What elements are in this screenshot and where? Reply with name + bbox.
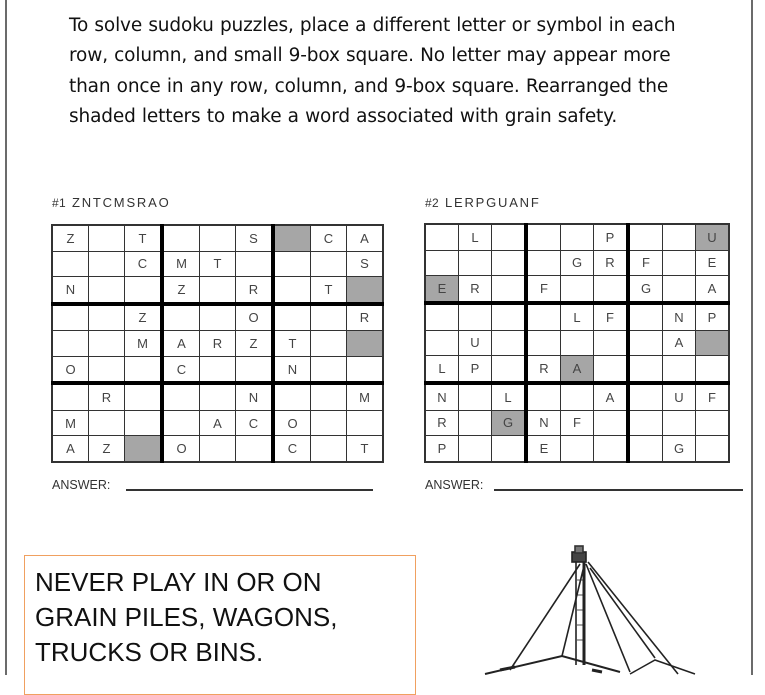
grid-cell: T (311, 277, 347, 304)
grid-cell[interactable] (459, 383, 492, 410)
grid-cell[interactable] (89, 410, 125, 436)
grid-cell: A (561, 356, 594, 383)
grid-cell: R (200, 331, 236, 357)
grid-cell[interactable] (162, 304, 200, 331)
grid-row (52, 251, 383, 277)
grid-row (52, 225, 383, 251)
grid-cell[interactable] (459, 436, 492, 462)
grid-cell[interactable] (200, 436, 236, 462)
grid-cell: N (273, 356, 311, 383)
grid-cell: G (628, 276, 663, 303)
grid-cell[interactable] (425, 224, 459, 250)
grid-cell: U (663, 383, 696, 410)
grid-cell: A (52, 436, 89, 462)
grid-cell[interactable] (526, 224, 561, 250)
grid-cell: Z (89, 436, 125, 462)
grid-cell: O (52, 356, 89, 383)
page-border-right (751, 0, 753, 675)
grid-cell[interactable] (273, 304, 311, 331)
grid-cell[interactable] (273, 383, 311, 410)
grid-cell: E (696, 250, 730, 276)
grid-cell: A (663, 330, 696, 356)
grid-cell: T (273, 331, 311, 357)
grid-cell[interactable] (311, 383, 347, 410)
grid-cell[interactable] (492, 250, 527, 276)
grid-cell[interactable] (273, 277, 311, 304)
grid-row (52, 383, 383, 410)
grid-cell[interactable] (492, 303, 527, 330)
grid-cell[interactable] (200, 356, 236, 383)
grid-cell[interactable] (311, 436, 347, 462)
grid-cell[interactable] (663, 224, 696, 250)
grid-cell[interactable] (594, 330, 629, 356)
grid-cell[interactable] (459, 250, 492, 276)
grid-cell[interactable] (561, 436, 594, 462)
grid-cell[interactable] (425, 303, 459, 330)
grid-row (52, 304, 383, 331)
grid-cell[interactable] (594, 436, 629, 462)
grid-cell[interactable] (492, 224, 527, 250)
grid-cell[interactable] (628, 224, 663, 250)
grid-cell: S (347, 251, 384, 277)
grid-row (425, 303, 729, 330)
grid-cell: F (561, 410, 594, 436)
grid-cell: R (425, 410, 459, 436)
grid-cell[interactable] (526, 383, 561, 410)
grid-cell: T (347, 436, 384, 462)
grid-cell[interactable] (628, 436, 663, 462)
grid-row (425, 383, 729, 410)
grid-cell: A (594, 383, 629, 410)
safety-message (35, 565, 415, 670)
grid-cell: E (425, 276, 459, 303)
grid-row (425, 356, 729, 383)
grid-cell[interactable] (492, 356, 527, 383)
grid-cell: U (696, 224, 730, 250)
grid-cell[interactable] (89, 356, 125, 383)
grid-cell[interactable] (628, 303, 663, 330)
grid-cell[interactable] (125, 383, 163, 410)
grid-cell[interactable] (200, 277, 236, 304)
grid-cell[interactable] (311, 251, 347, 277)
grid-cell[interactable] (492, 436, 527, 462)
grid-cell[interactable] (273, 225, 311, 251)
instructions-paragraph: To solve sudoku puzzles, place a different letter or symbol in each row, column, and small 9-box square. No letter may appear more than once in any row, column, and 9-box square. Rearranged the shaded letters to make a word associated with grain safety. (69, 15, 676, 127)
grid-cell[interactable] (526, 250, 561, 276)
grid-cell[interactable] (696, 410, 730, 436)
grid-cell[interactable] (347, 410, 384, 436)
grid-cell[interactable] (125, 436, 163, 462)
grid-cell[interactable] (628, 330, 663, 356)
grid-cell: P (459, 356, 492, 383)
grid-cell[interactable] (663, 250, 696, 276)
grid-cell[interactable] (125, 356, 163, 383)
grid-cell: N (663, 303, 696, 330)
grid-cell[interactable] (311, 331, 347, 357)
grid-cell: T (200, 251, 236, 277)
grid-cell[interactable] (162, 383, 200, 410)
grid-cell[interactable] (52, 304, 89, 331)
grid-cell[interactable] (89, 277, 125, 304)
grid-cell: O (162, 436, 200, 462)
grid-cell: C (125, 251, 163, 277)
grid-cell: G (561, 250, 594, 276)
grid-cell: N (236, 383, 274, 410)
grid-cell: U (459, 330, 492, 356)
grid-cell[interactable] (561, 383, 594, 410)
grid-cell: P (594, 224, 629, 250)
puzzle-2-answer-line[interactable] (494, 489, 743, 491)
puzzle-1-title (52, 195, 170, 210)
grid-cell[interactable] (663, 276, 696, 303)
puzzle-2-letters: LERPGUANF (444, 195, 541, 210)
grid-cell[interactable] (628, 356, 663, 383)
grid-cell: F (526, 276, 561, 303)
grid-cell: O (273, 410, 311, 436)
grid-cell[interactable] (425, 330, 459, 356)
grid-cell[interactable] (52, 251, 89, 277)
grid-row (425, 410, 729, 436)
grid-cell[interactable] (125, 277, 163, 304)
grid-cell[interactable] (236, 251, 274, 277)
grid-cell[interactable] (459, 410, 492, 436)
grid-cell[interactable] (200, 225, 236, 251)
grid-cell[interactable] (561, 276, 594, 303)
grid-cell[interactable] (663, 410, 696, 436)
safety-line-2: GRAIN PILES, WAGONS, (35, 602, 338, 632)
grid-cell: Z (125, 304, 163, 331)
grid-cell[interactable] (594, 410, 629, 436)
grid-cell: N (425, 383, 459, 410)
grid-cell[interactable] (52, 331, 89, 357)
grid-cell: N (526, 410, 561, 436)
grid-cell[interactable] (200, 304, 236, 331)
grid-cell: R (459, 276, 492, 303)
grid-cell[interactable] (594, 276, 629, 303)
grid-cell: R (236, 277, 274, 304)
grid-cell[interactable] (89, 331, 125, 357)
grid-cell[interactable] (89, 251, 125, 277)
grid-cell[interactable] (347, 331, 384, 357)
sudoku-grid-2 (424, 223, 730, 463)
grid-cell[interactable] (526, 303, 561, 330)
grid-cell: M (162, 251, 200, 277)
grid-cell: R (526, 356, 561, 383)
grid-cell[interactable] (425, 250, 459, 276)
grid-cell[interactable] (347, 277, 384, 304)
grid-row (52, 277, 383, 304)
grid-cell: Z (162, 277, 200, 304)
grid-cell[interactable] (526, 330, 561, 356)
grid-cell: F (594, 303, 629, 330)
grid-row (52, 410, 383, 436)
puzzle-1-answer-line[interactable] (126, 489, 373, 491)
grid-cell: S (236, 225, 274, 251)
grid-cell[interactable] (89, 304, 125, 331)
grid-cell: R (347, 304, 384, 331)
grid-cell[interactable] (459, 303, 492, 330)
grid-row (425, 330, 729, 356)
grid-cell[interactable] (311, 356, 347, 383)
grid-cell[interactable] (492, 330, 527, 356)
grid-cell: M (125, 331, 163, 357)
grid-cell[interactable] (311, 304, 347, 331)
grid-cell: A (696, 276, 730, 303)
grid-cell[interactable] (628, 383, 663, 410)
grid-row (425, 250, 729, 276)
safety-line-3: TRUCKS OR BINS. (35, 637, 264, 667)
puzzle-2-number: #2 (425, 196, 439, 210)
grid-cell: E (526, 436, 561, 462)
grid-cell: C (236, 410, 274, 436)
safety-line-1: NEVER PLAY IN OR ON (35, 567, 322, 597)
grid-cell: L (459, 224, 492, 250)
grain-elevator-illustration-icon (480, 540, 710, 675)
grid-cell[interactable] (663, 356, 696, 383)
grid-cell: G (663, 436, 696, 462)
grid-cell: L (492, 383, 527, 410)
grid-cell[interactable] (236, 356, 274, 383)
grid-cell[interactable] (89, 225, 125, 251)
grid-cell[interactable] (200, 383, 236, 410)
grid-cell: C (273, 436, 311, 462)
grid-row (425, 224, 729, 250)
grid-cell: N (52, 277, 89, 304)
grid-row (52, 331, 383, 357)
grid-cell[interactable] (162, 410, 200, 436)
grid-cell: F (628, 250, 663, 276)
grid-cell: A (162, 331, 200, 357)
grid-cell[interactable] (594, 356, 629, 383)
grid-cell: Z (52, 225, 89, 251)
grid-cell: Z (236, 331, 274, 357)
grid-cell: O (236, 304, 274, 331)
grid-cell: A (347, 225, 384, 251)
grid-row (425, 436, 729, 462)
grid-cell: C (162, 356, 200, 383)
puzzle-2-answer-label: ANSWER: (425, 478, 484, 492)
puzzle-1-letters: ZNTCMSRAO (71, 195, 171, 210)
grid-cell: L (561, 303, 594, 330)
grid-cell: C (311, 225, 347, 251)
grid-cell[interactable] (696, 356, 730, 383)
grid-cell[interactable] (236, 436, 274, 462)
grid-cell: P (425, 436, 459, 462)
sudoku-grid-1 (51, 224, 384, 463)
puzzle-1-number: #1 (52, 196, 66, 210)
grid-cell[interactable] (125, 410, 163, 436)
grid-cell: T (125, 225, 163, 251)
grid-cell: M (52, 410, 89, 436)
page-border-left (5, 0, 7, 675)
grid-cell: R (594, 250, 629, 276)
puzzle-1-answer-label: ANSWER: (52, 478, 111, 492)
grid-cell: P (696, 303, 730, 330)
grid-cell[interactable] (696, 436, 730, 462)
grid-cell: M (347, 383, 384, 410)
grid-cell: G (492, 410, 527, 436)
grid-cell[interactable] (162, 225, 200, 251)
grid-cell[interactable] (628, 410, 663, 436)
grid-cell[interactable] (52, 383, 89, 410)
grid-cell: F (696, 383, 730, 410)
grid-cell[interactable] (347, 356, 384, 383)
grid-row (425, 276, 729, 303)
grid-cell: L (425, 356, 459, 383)
grid-cell: A (200, 410, 236, 436)
grid-cell[interactable] (696, 330, 730, 356)
grid-cell[interactable] (273, 251, 311, 277)
grid-cell[interactable] (561, 330, 594, 356)
grid-cell[interactable] (561, 224, 594, 250)
grid-row (52, 356, 383, 383)
puzzle-2-title (425, 195, 541, 210)
grid-row (52, 436, 383, 462)
grid-cell[interactable] (311, 410, 347, 436)
grid-cell[interactable] (492, 276, 527, 303)
grid-cell: R (89, 383, 125, 410)
